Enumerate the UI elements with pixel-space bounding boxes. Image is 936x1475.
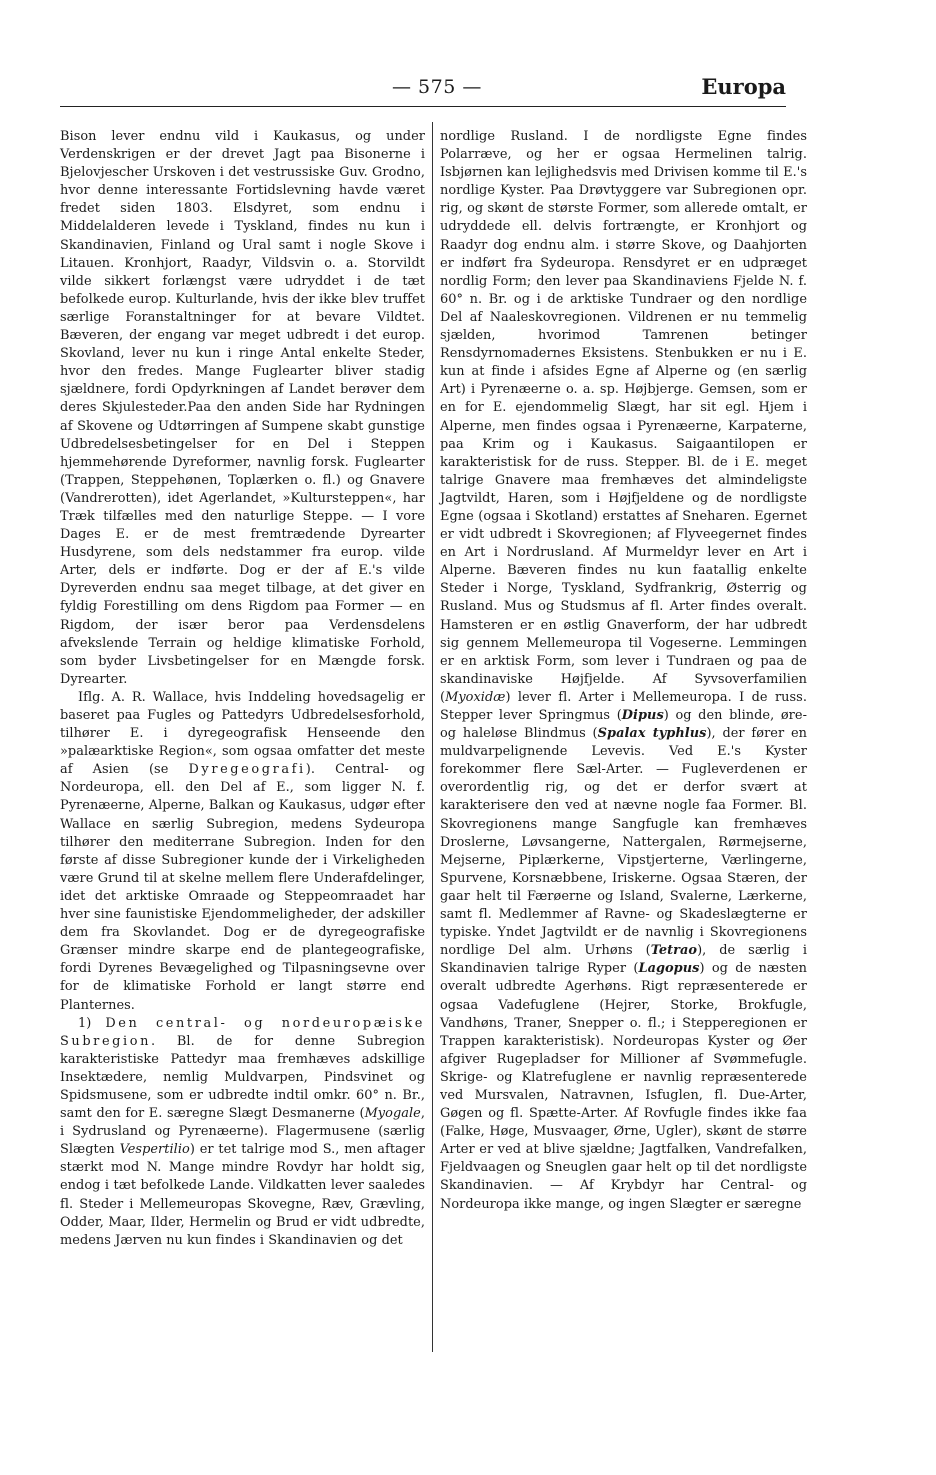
- header-rule: [60, 106, 786, 107]
- text-run: ) lever fl. Arter i Mellemeuropa. I de russ. Stepper lever Springmus (: [440, 689, 807, 723]
- text-run: ) og den blinde, øre- og haleløse Blindmus (: [440, 708, 807, 742]
- text-run: ). Central- og Nordeuropa, ell. den Del af E., som ligger N. f. Pyrenæerne, Alperne, Balkan og Kaukasus, udgør efter Wallace en særlig Subregion, medens Sydeuropa tilhører den mediterrane Subregion. Inden for den første af disse Subregioner kunde der i Virkeligheden være Grund til at skelne mellem flere Underafdelinger, idet det arktiske Omraade og Steppeomraadet har hver sine faunistiske Ejendommeligheder, der adskiller dem fra Skovlandet. Dog er de dyregeografiske Grænser mindre skarpe end de plantegeografiske, fordi Dyrenes Bevægelighed og Tilpasningsevne over for de klimatiske Forhold er langt større end Planternes.: [60, 762, 425, 1013]
- page-header: [60, 66, 786, 104]
- text-run: ), de særlig i Skandinavien talrige Ryper (: [440, 943, 808, 977]
- text-run: ) er tet talrige mod S., men aftager stærkt mod N. Mange mindre Rovdyr har holdt sig, endog i tæt befolkede Lande. Vildkatten lever saaledes fl. Steder i Mellemeuropas Skovegne, Ræv, Grævling, Odder, Maar, Ilder, Hermelin og Brud er vidt udbredte, medens Jærven nu kun findes i Skandinavien og det: [60, 1142, 425, 1248]
- latin-name: Spalax typhlus: [597, 726, 707, 742]
- latin-name: Vespertilio: [119, 1142, 190, 1158]
- latin-name: Myoxidæ: [445, 689, 506, 705]
- latin-name: Tetrao: [650, 943, 698, 959]
- latin-name: Myogale: [364, 1106, 421, 1122]
- page-number: — 575 —: [392, 76, 482, 98]
- column-divider: [432, 122, 433, 1352]
- text-run: Iflg. A. R. Wallace, hvis Inddeling hovedsagelig er baseret paa Fugles og Pattedyrs Udbredelsesforhold, tilhører E. i dyregeografisk Henseende den »palæarktiske Region«, som ogsaa omfatter det meste af Asien (se: [60, 689, 425, 778]
- latin-name: Dipus: [621, 708, 664, 723]
- section-heading: Den central- og nordeuropæiske Subregion: [60, 1015, 426, 1049]
- running-head: Europa: [701, 74, 786, 99]
- right-column: [440, 128, 807, 1214]
- latin-name: Lagopus: [638, 961, 700, 977]
- paragraph-wallace: [60, 689, 425, 1015]
- paragraph-bison: Bison lever endnu vild i Kaukasus, og under Verdenskrigen er der drevet Jagt paa Bisonerne i Bjelovjescher Urskoven i det vestrussiske Guv. Grodno, hvor denne interessante Fortidslevning havde været fredet siden 1803. Elsdyret, som endnu i Middelalderen levede i Tyskland, findes nu kun i Skandinavien, Finland og Ural samt i nogle Skove i Litauen. Kronhjort, Raadyr, Vildsvin o. a. Storvildt vilde sikkert forlængst være udryddet i de tæt befolkede europ. Kulturlande, hvis der ikke blev truffet særlige Foranstaltninger for at bevare Vildtet. Bæveren, der engang var meget udbredt i det europ. Skovland, lever nu kun i ringe Antal enkelte Steder, hvor den fredes. Mange Fuglearter bliver stadig sjældnere, fordi Opdyrkningen af Landet berøver dem deres Skjulesteder.Paa den anden Side har Rydningen af Skovene og Udtørringen af Sumpene skabt gunstige Udbredelsesbetingelser for en Del i Steppen hjemmehørende Dyreformer, navnlig forsk. Fuglearter (Trappen, Steppehønen, Toplærken o. fl.) og Gnavere (Vandrerotten), idet Agerlandet, »Kultursteppen«, har Træk tilfælles med den naturlige Steppe. — I vore Dages E. er de mest fremtrædende Dyrearter Husdyrene, som dels nedstammer fra europ. vilde Arter, dels er indførte. Dog er der af E.'s vilde Dyreverden endnu saa meget tilbage, at det giver en fyldig Forestilling om dens Rigdom paa Former — en Rigdom, der især beror paa Verdensdelens afvekslende Terrain og heldige klimatiske Forhold, som byder Livsbetingelser for en Mængde forsk. Dyrearter.: [60, 129, 425, 687]
- paragraph-fauna-continued: [440, 128, 807, 1214]
- left-column: [60, 128, 425, 1250]
- text-run: ) og de næsten overalt udbredte Agerhøns. Rigt repræsenterede er ogsaa Vadefuglene (Hejrer, Storke, Brokfugle, Vandhøns, Traner, Snepper o. fl.; i Stepperegionen er Trappen karakteristisk). Nordeuropas Kyster og Øer afgiver Rugepladser for Millioner af Svømmefugle. Skrige- og Klatrefuglene er navnlig repræsenterede ved Mursvalen, Natravnen, Isfuglen, fl. Due-Arter, Gøgen og fl. Spætte-Arter. Af Rovfugle findes ikke faa (Falke, Høge, Musvaager, Ørne, Ugler), skønt de større Arter er ved at blive sjældne; Jagtfalken, Vandrefalken, Fjeldvaagen og Sneuglen gaar helt op til det nordligste Skandinavien. — Af Krybdyr har Central- og Nordeuropa ikke mange, og ingen Slægter er særegne: [440, 961, 807, 1212]
- text-run: nordlige Rusland. I de nordligste Egne findes Polarræve, og her er ogsaa Hermelinen talrig. Isbjørnen kan lejlighedsvis med Drivisen komme til E.'s nordlige Kyster. Paa Drøvtyggere var Subregionen opr. rig, og skønt de største Former, som allerede omtalt, er udryddede ell. delvis fortrængte, er Kronhjort og Raadyr dog endnu alm. i større Skove, og Daahjorten er indført fra Sydeuropa. Rensdyret er en udpræget nordlig Form; den lever paa Skandinaviens Fjelde N. f. 60° n. Br. og i de arktiske Tundraer og den nordlige Del af Naaleskovregionen. Vildrenen er nu temmelig sjælden, hvorimod Tamrenen betinger Rensdyrnomadernes Eksistens. Stenbukken er nu i E. kun at finde i afsides Egne af Alperne og (en særlig Art) i Pyrenæerne o. a. sp. Højbjerge. Gemsen, som er en for E. ejendommelig Slægt, har sit egl. Hjem i Alperne, men findes ogsaa i Pyrenæerne, Karpaterne, paa Krim og i Kaukasus. Saigaantilopen er karakteristisk for de russ. Stepper. Bl. de i E. meget talrige Gnavere maa fremhæves det almindeligste Jagtvildt, Haren, som i Højfjeldene og de nordligste Egne (ogsaa i Skotland) erstattes af Sneharen. Egernet er vidt udbredt i Skovregionen; af Flyveegernet findes en Art i Nordrusland. Af Murmeldyr lever en Art i Alperne. Bæveren findes nu kun faatallig enkelte Steder i Norge, Tyskland, Sydfrankrig, Østerrig og Rusland. Mus og Studsmus af fl. Arter findes overalt. Hamsteren er en østlig Gnaverform, der har udbredt sig gennem Mellemeuropa til Vogeserne. Lemmingen er en arktisk Form, som lever i Tundraen og paa de skandinaviske Højfjelde. Af Syvsoverfamilien (: [440, 129, 807, 705]
- paragraph-subregion: [60, 1015, 425, 1250]
- section-number: 1): [78, 1015, 106, 1031]
- text-run: , i Sydrusland og Pyrenæerne). Flagermusene (særlig Slægten: [60, 1106, 425, 1158]
- text-run: ), der fører en muldvarpelignende Levevis. Ved E.'s Kyster forekommer flere Sæl-Arter. — Fugleverdenen er overordentlig rig, og det er derfor svært at karakterisere den ved at nævne nogle faa Former. Bl. Skovregionens mange Sangfugle kan fremhæves Droslerne, Løvsangerne, Nattergalen, Rørmejserne, Mejserne, Piplærkerne, Vipstjerterne, Værlingerne, Spurvene, Korsnæbbene, Iriskerne. Ogsaa Stæren, der gaar helt til Færøerne og Island, Svalerne, Lærkerne, samt fl. Medlemmer af Ravne- og Skadeslægterne er typiske. Yndet Jagtvildt er de navnlig i Skovregionens nordlige Del alm. Urhøns (: [440, 726, 807, 959]
- text-run: . Bl. de for denne Subregion karakteristiske Pattedyr maa fremhæves adskillige Insektædere, nemlig Muldvarpen, Pindsvinet og Spidsmusene, som er udbredte indtil omkr. 60° n. Br., samt den for E. særegne Slægt Desmanerne (: [60, 1033, 425, 1122]
- cross-reference: Dyregeografi: [188, 762, 306, 778]
